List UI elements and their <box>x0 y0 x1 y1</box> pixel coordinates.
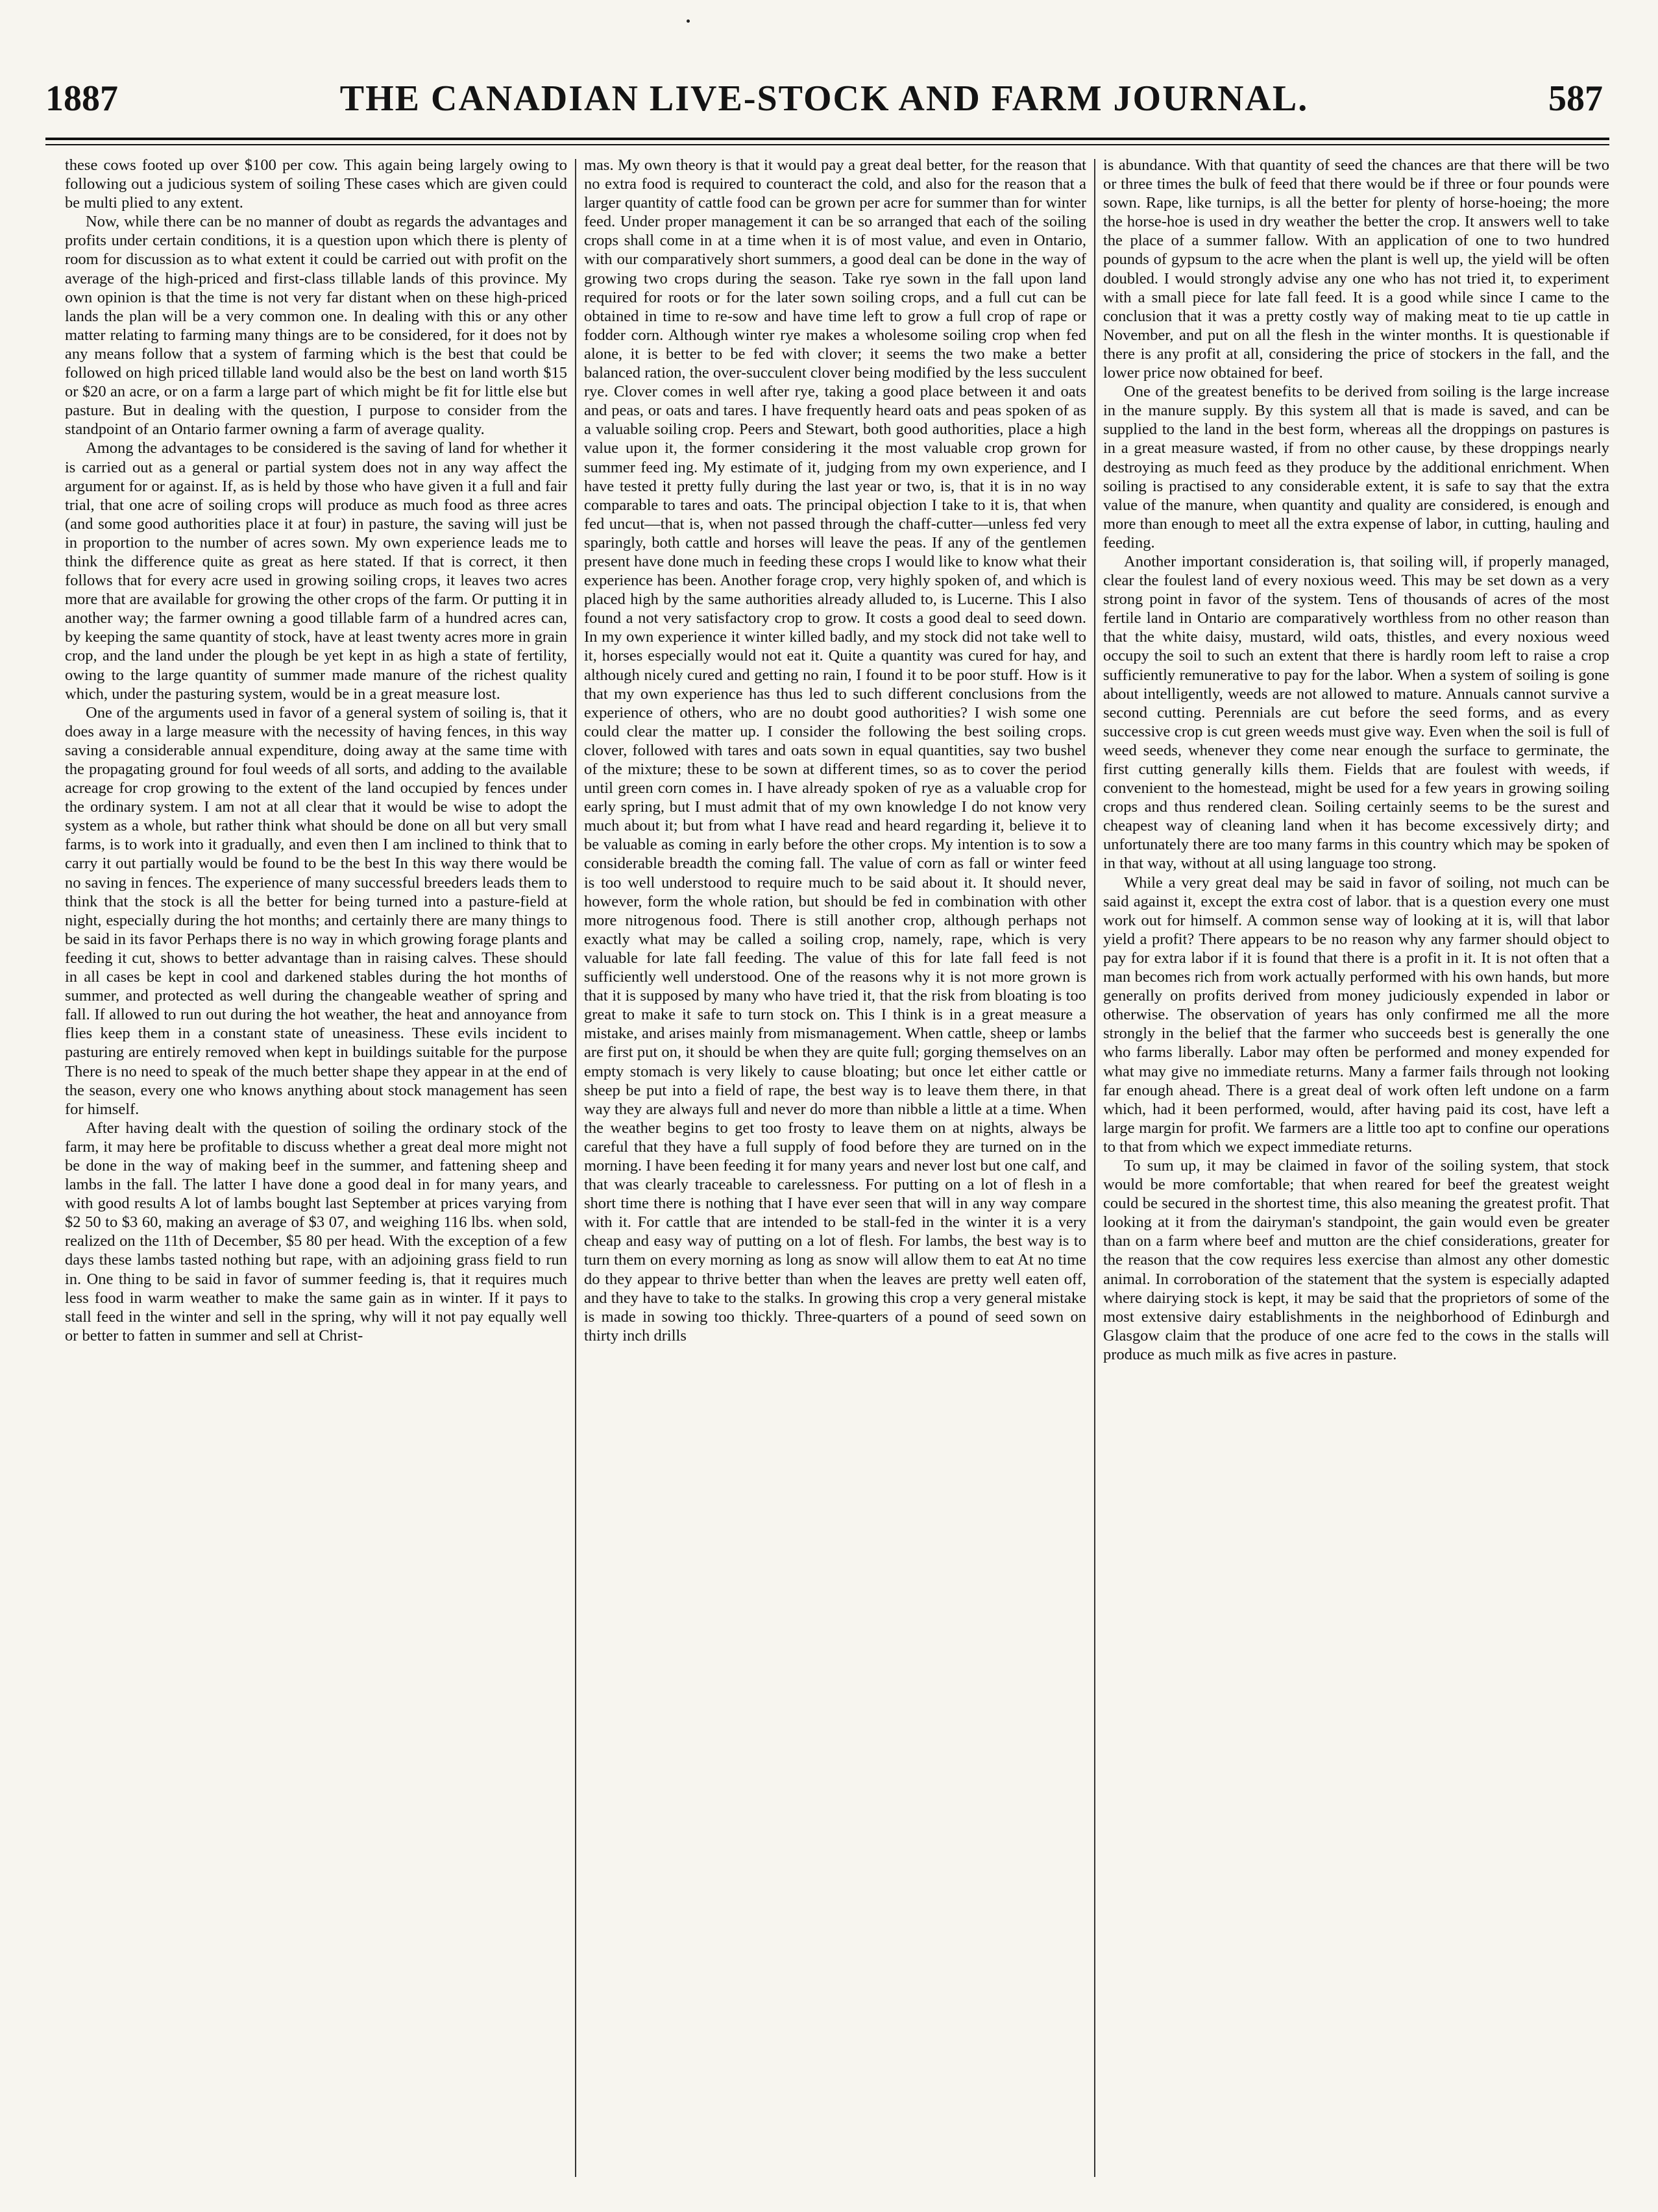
page-number: 587 <box>1548 79 1603 119</box>
paragraph: After having dealt with the question of soiling the ordinary stock of the farm, it may here be profitable to discuss whether a great deal more might not be done in the way of making beef in the summer, and fattening sheep and lambs in the fall. The latter I have done a good deal in for many years, and with good results A lot of lambs bought last September at prices varying from $2 50 to $3 60, making an average of $3 07, and weighing 116 lbs. when sold, realized on the 11th of December, $5 80 per head. With the exception of a few days these lambs tasted nothing but rape, with an adjoining grass field to run in. One thing to be said in favor of summer feeding is, that it requires much less food in warm weather to make the same gain as in winter. If it pays to stall feed in the winter and sell in the spring, why will it not pay equally well or better to fatten in summer and sell at Christ- <box>65 1119 567 1344</box>
paragraph: Among the advantages to be considered is the saving of land for whether it is carried out as a general or partial system does not in any way affect the argument for or against. If, as is held by those who have given it a full and fair trial, that one acre of soiling crops will produce as much food as three acres (and some good authorities place it at four) in pasture, the saving will just be in proportion to the number of acres sown. My own experience leads me to think the difference quite as great as here stated. If that is correct, it then follows that for every acre used in growing soiling crops, it leaves two acres more that are available for growing the other crops of the farm. Or putting it in another way; the farmer owning a good tillable farm of a hundred acres can, by keeping the same quantity of stock, have at least twenty acres more in grain crop, and the land under the plough be yet kept in as high a state of fertility, owing to the large quantity of summer made manure of the richest quality which, under the pasturing system, would be in a great measure lost. <box>65 439 567 703</box>
column-1 <box>65 156 567 2180</box>
paragraph: Now, while there can be no manner of doubt as regards the advantages and profits under certain conditions, it is a question upon which there is plenty of room for discussion as to what extent it could be carried out with profit on the average of the high-priced and first-class tillable lands of this province. My own opinion is that the time is not very far distant when on these high-priced lands the plan will be a very common one. In dealing with this or any other matter relating to farming many things are to be considered, for it does not by any means follow that a system of farming which is the best that could be followed on high priced tillable land would also be the best on land worth $15 or $20 an acre, or on a farm a large part of which might be fit for little else but pasture. But in dealing with the question, I purpose to consider from the standpoint of an Ontario farmer owning a farm of average quality. <box>65 213 567 439</box>
header-year: 1887 <box>45 79 118 119</box>
journal-title: THE CANADIAN LIVE-STOCK AND FARM JOURNAL. <box>339 79 1309 119</box>
paragraph: One of the greatest benefits to be derived from soiling is the large increase in the manure supply. By this system all that is made is saved, and can be supplied to the land in the best form, whereas all the droppings on pastures is in a great measure wasted, if from no other cause, by these droppings nearly destroying as much feed as they produce by the additional enrichment. When soiling is practised to any considerable extent, it is safe to say that the extra value of the manure, when quantity and quality are considered, is enough and more than enough to meet all the extra expense of labor, in cutting, hauling and feeding. <box>1103 383 1609 552</box>
paragraph: mas. My own theory is that it would pay a great deal better, for the reason that no extra food is required to counteract the cold, and also for the reason that a larger quantity of cattle food can be grown per acre for summer than for winter feed. Under proper management it can be so arranged that each of the soiling crops shall come in at a time when it is of most value, and even in Ontario, with our comparatively short summers, a good deal can be done in the way of growing two crops during the season. Take rye sown in the fall upon land required for roots or for the later sown soiling crops, and a full cut can be obtained in time to re-sow and have time left to grow a full crop of rape or fodder corn. Although winter rye makes a wholesome soiling crop when fed alone, it is better to be fed with clover; it seems the two make a better balanced ration, the over-succulent clover being modified by the less succulent rye. Clover comes in well after rye, taking a good place between it and oats and peas, or oats and tares. I have frequently heard oats and peas spoken of as a valuable soiling crop. Peers and Stewart, both good authorities, place a high value upon it, the former considering it the most valuable crop grown for summer feed ing. My estimate of it, judging from my own experience, and I have tested it pretty fully during the last year or two, is, that it is in no way comparable to tares and oats. The principal objection I take to it is, that when fed uncut—that is, when not passed through the chaff-cutter—unless fed very sparingly, both cattle and horses will leave the peas. If any of the gentlemen present have done much in feeding these crops I would like to know what their experience has been. Another forage crop, very highly spoken of, and which is placed high by the same authorities already alluded to, is Lucerne. This I also found a not very satisfactory crop to grow. It costs a good deal to seed down. In my own experience it winter killed badly, and my stock did not take well to it, horses especially would not eat it. Quite a quantity was cured for hay, and although nicely cured and getting no rain, I found it to be poor stuff. How is it that my own experience has thus led to such different conclusions from the experience of others, who are no doubt good authorities? I wish some one could clear the matter up. I consider the following the best soiling crops. clover, followed with tares and oats sown in equal quantities, say two bushel of the mixture; these to be sown at different times, so as to cover the period until green corn comes in. I have already spoken of rye as a valuable crop for early spring, but I must admit that of my own knowledge I do not know very much about it; but from what I have read and heard regarding it, believe it to be valuable as coming in early before the other crops. My intention is to sow a considerable breadth the coming fall. The value of corn as fall or winter feed is too well understood to require much to be said about it. It should never, however, form the whole ration, but should be fed in combination with other more nitrogenous food. There is still another crop, although perhaps not exactly what may be called a soiling crop, namely, rape, which is very valuable for late fall feeding. The value of this for late fall feed is not sufficiently well understood. One of the reasons why it is not more grown is that it is supposed by many who have tried it, that the risk from bloating is too great to make it safe to turn stock on. This I think is in a great measure a mistake, and arises mainly from mismanagement. When cattle, sheep or lambs are first put on, it should be when they are quite full; gorging themselves on an empty stomach is very likely to cause bloating; but once let either cattle or sheep be put into a field of rape, the best way is to leave them there, in that way they are always full and never do more than nibble a little at a time. When the weather begins to get too frosty to leave them on at nights, always be careful that they have a full supply of food before they are turned on in the morning. I have been feeding it for many years and never lost but one calf, and that was clearly traceable to carelessness. For putting on a lot of flesh in a short time there is nothing that I have ever seen that will in any way compare with it. For cattle that are intended to be stall-fed in the winter it is a very cheap and easy way of putting on a lot of flesh. For lambs, the best way is to turn them on every morning as long as snow will allow them to eat At no time do they appear to thrive better than when the leaves are pretty well eaten off, and they have to take to the stalks. In growing this crop a very general mistake is made in sowing too thickly. Three-quarters of a pound of seed sown on thirty inch drills <box>584 156 1086 1344</box>
header-rule-thin <box>45 144 1609 145</box>
column-separator <box>575 159 576 2177</box>
header-rule-thick <box>45 138 1609 140</box>
paragraph: these cows footed up over $100 per cow. This again being largely owing to following out a judicious system of soiling These cases which are given could be multi plied to any extent. <box>65 156 567 212</box>
print-speck <box>687 19 690 23</box>
page-header <box>45 78 1603 123</box>
column-separator <box>1094 159 1095 2177</box>
paragraph: One of the arguments used in favor of a general system of soiling is, that it does away in a large measure with the necessity of having fences, in this way saving a considerable annual expenditure, doing away at the same time with the propagating ground for foul weeds of all sorts, and adding to the available acreage for crop growing to the extent of the land occupied by fences under the ordinary system. I am not at all clear that it would be wise to adopt the system as a whole, but rather think what should be done on all but very small farms, is to work into it gradually, and even then I am inclined to think that to carry it out partially would be found to be the best In this way there would be no saving in fences. The experience of many successful breeders leads them to think that the stock is all the better for being turned into a pasture-field at night, especially during the hot months; and certainly there are many things to be said in its favor Perhaps there is no way in which growing forage plants and feeding it cut, shows to better advantage than in raising calves. These should in all cases be kept in cool and darkened stables during the hot months of summer, and protected as well during the changeable weather of spring and fall. If allowed to run out during the hot weather, the heat and annoyance from flies keep them in a constant state of uneasiness. These evils incident to pasturing are entirely removed when kept in buildings suitable for the purpose There is no need to speak of the much better shape they appear in at the end of the season, every one who knows anything about stock management has seen for himself. <box>65 703 567 1118</box>
paragraph: To sum up, it may be claimed in favor of the soiling system, that stock would be more comfortable; that when reared for beef the greatest weight could be secured in the shortest time, this also meaning the greatest profit. That looking at it from the dairyman's standpoint, the gain would even be greater than on a farm where beef and mutton are the chief considerations, greater for the reason that the cow requires less exercise than almost any other domestic animal. In corroboration of the statement that the system is especially adapted where dairying stock is kept, it may be said that the proprietors of some of the most extensive dairy establishments in the neighborhood of Edinburgh and Glasgow claim that the produce of one acre fed to the cows in the stalls will produce as much milk as five acres in pasture. <box>1103 1156 1609 1363</box>
paragraph: is abundance. With that quantity of seed the chances are that there will be two or three times the bulk of feed that there would be if three or four pounds were sown. Rape, like turnips, is all the better for plenty of horse-hoeing; the more the horse-hoe is used in dry weather the better the crop. It answers well to take the place of a summer fallow. With an application of one to two hundred pounds of gypsum to the acre when the plant is well up, the yield will be often doubled. I would strongly advise any one who has not tried it, to experiment with a small piece for late fall feed. It is a good while since I came to the conclusion that it was a pretty costly way of making meat to tie up cattle in November, and put on all the flesh in the winter months. It is questionable if there is any profit at all, considering the price of stockers in the fall, and the lower price now obtained for beef. <box>1103 156 1609 382</box>
paragraph: While a very great deal may be said in favor of soiling, not much can be said against it, except the extra cost of labor. that is a question every one must work out for himself. A common sense way of looking at it is, will that labor yield a profit? There appears to be no reason why any farmer should object to pay for extra labor if it is found that there is a profit in it. It is not often that a man becomes rich from work actually performed with his own hands, but more generally on profits derived from money judiciously expended in labor or otherwise. The observation of years has only confirmed me all the more strongly in the belief that the farmer who succeeds best is generally the one who farms liberally. Labor may often be performed and money expended for what may give no immediate returns. Many a farmer fails through not looking far enough ahead. There is a great deal of work often left undone on a farm which, had it been performed, would, after having paid its cost, have left a large margin for profit. We farmers are a little too apt to confine our operations to that from which we expect immediate returns. <box>1103 873 1609 1156</box>
paragraph: Another important consideration is, that soiling will, if properly managed, clear the foulest land of every noxious weed. This may be set down as a very strong point in favor of the system. Tens of thousands of acres of the most fertile land in Ontario are comparatively worthless from no other reason than that the white daisy, mustard, wild oats, thistles, and every noxious weed occupy the soil to such an extent that there is hardly room left to raise a crop sufficiently remunerative to pay for the labor. When a system of soiling is gone about intelligently, weeds are not allowed to mature. Annuals cannot survive a second cutting. Perennials are cut before the seed forms, and as every successive crop is cut green weeds must give way. Even when the soil is full of weed seeds, whenever they come near enough the surface to germinate, the first cutting generally kills them. Fields that are foulest with weeds, if convenient to the homestead, might be used for a few years in growing soiling crops and thus rendered clean. Soiling certainly seems to be the surest and cheapest way of cleaning land when it has become excessively dirty; and unfortunately there are too many farms in this country which may be spoken of in that way, without at all using language too strong. <box>1103 552 1609 873</box>
column-3 <box>1103 156 1609 2180</box>
column-2 <box>584 156 1086 2180</box>
